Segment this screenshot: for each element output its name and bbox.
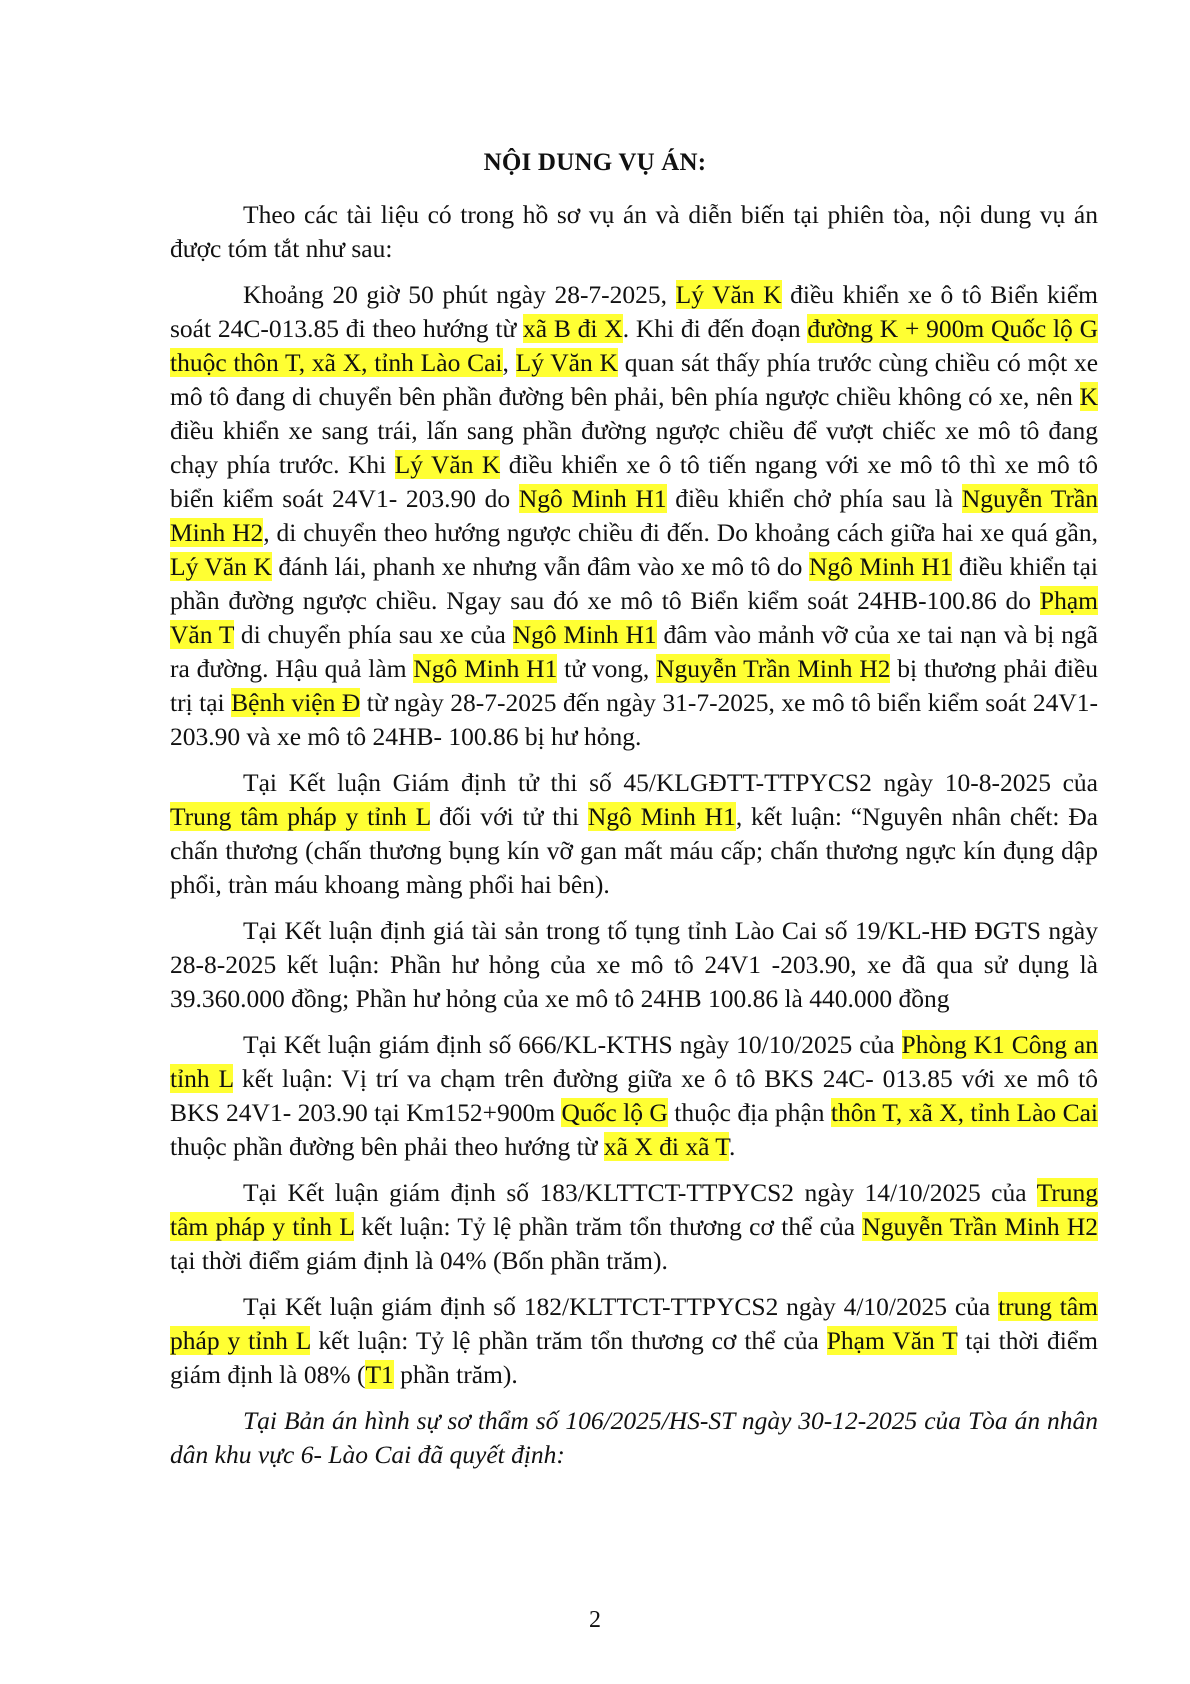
document-title: NỘI DUNG VỤ ÁN: — [483, 149, 707, 176]
highlighted-text: Ngô Minh H1 — [512, 620, 657, 649]
highlighted-text: T1 — [365, 1360, 394, 1389]
text-segment: tại thời điểm giám định là 04% (Bốn phần trăm). — [170, 1246, 668, 1275]
text-segment: di chuyển phía sau xe của — [233, 620, 513, 649]
text-segment: đâm vào mảnh vỡ của xe tai nạn và bị ngã ra đường. Hậu quả làm — [170, 620, 1098, 683]
text-segment: . — [728, 1132, 736, 1161]
page-number: 2 — [589, 1607, 601, 1633]
text-segment: kết luận: Tỷ lệ phần trăm tổn thương cơ thể của — [310, 1326, 827, 1355]
highlighted-text: Lý Văn K — [515, 348, 618, 377]
text-segment: kết luận: Vị trí va chạm trên đường giữa xe ô tô BKS 24C- 013.85 với xe mô tô BKS 24V1- 203.90 tại Km152+900m — [170, 1064, 1098, 1127]
text-segment: Tại Kết luận Giám định tử thi số 45/KLGĐTT-TTPYCS2 ngày 10-8-2025 của — [243, 768, 1098, 797]
text-segment: điều khiển chở phía sau là — [666, 484, 962, 513]
highlighted-text: Lý Văn K — [394, 450, 501, 479]
highlighted-text: Phạm Văn T — [170, 586, 1098, 649]
highlighted-text: Ngô Minh H1 — [413, 654, 558, 683]
paragraph — [170, 1404, 1098, 1472]
paragraph — [170, 198, 1098, 266]
text-segment: tử vong, — [557, 654, 657, 683]
text-segment: Tại Kết luận giám định số 666/KL-KTHS ngày 10/10/2025 của — [243, 1030, 902, 1059]
highlighted-text: Quốc lộ G — [561, 1098, 668, 1127]
text-segment: Tại Kết luận định giá tài sản trong tố tụng tỉnh Lào Cai số 19/KL-HĐ ĐGTS ngày 28-8-2025 kết luận: Phần hư hỏng của xe mô tô 24V1 -203.90, xe đã qua sử dụng là 39.360.000 đồng; Phần hư hỏng của xe mô tô 24HB 100.86 là 440.000 đồng — [170, 916, 1098, 1013]
highlighted-text: Lý Văn K — [170, 552, 272, 581]
text-segment: điều khiển xe ô tô Biển kiểm soát 24C-013.85 đi theo hướng từ — [170, 280, 1099, 343]
text-segment: , kết luận: “Nguyên nhân chết: Đa chấn thương (chấn thương bụng kín vỡ gan mất máu cấp; chấn thương ngực kín đụng dập phổi, tràn máu khoang màng phổi hai bên). — [170, 802, 1099, 899]
highlighted-text: xã X đi xã T — [603, 1132, 729, 1161]
paragraph — [170, 1290, 1098, 1392]
text-segment: điều khiển xe sang trái, lấn sang phần đường ngược chiều để vượt chiếc xe mô tô đang chạy phía trước. Khi — [170, 416, 1098, 479]
highlighted-text: Nguyễn Trần Minh H2 — [170, 484, 1099, 547]
text-segment: kết luận: Tỷ lệ phần trăm tổn thương cơ thể của — [353, 1212, 863, 1241]
paragraph — [170, 278, 1098, 754]
highlighted-text: Phạm Văn T — [826, 1326, 958, 1355]
text-segment: thuộc phần đường bên phải theo hướng từ — [170, 1132, 604, 1161]
highlighted-text: Ngô Minh H1 — [587, 802, 736, 831]
highlighted-text: Trung tâm pháp y tỉnh L — [170, 802, 431, 831]
highlighted-text: Nguyễn Trần Minh H2 — [656, 654, 891, 683]
text-segment: bị thương phải điều trị tại — [170, 654, 1099, 717]
text-segment: . Khi đi đến đoạn — [622, 314, 808, 343]
highlighted-text: đường K + 900m Quốc lộ G thuộc thôn T, xã X, tỉnh Lào Cai — [170, 314, 1098, 377]
paragraph — [170, 1176, 1098, 1278]
text-segment: Tại Kết luận giám định số 183/KLTTCT-TTPYCS2 ngày 14/10/2025 của — [243, 1178, 1037, 1207]
text-segment: Tại Kết luận giám định số 182/KLTTCT-TTPYCS2 ngày 4/10/2025 của — [243, 1292, 999, 1321]
text-segment: từ ngày 28-7-2025 đến ngày 31-7-2025, xe mô tô biển kiểm soát 24V1- 203.90 và xe mô tô 24HB- 100.86 bị hư hỏng. — [170, 688, 1098, 751]
text-segment: , di chuyển theo hướng ngược chiều đi đến. Do khoảng cách giữa hai xe quá gần, — [263, 518, 1098, 547]
paragraph — [170, 766, 1098, 902]
text-segment: điều khiển xe ô tô tiến ngang với xe mô tô thì xe mô tô biển kiểm soát 24V1- 203.90 do — [170, 450, 1099, 513]
highlighted-text: Nguyễn Trần Minh H2 — [862, 1212, 1099, 1241]
highlighted-text: Lý Văn K — [675, 280, 782, 309]
paragraph — [170, 914, 1098, 1016]
highlighted-text: trung tâm pháp y tỉnh L — [170, 1292, 1098, 1355]
highlighted-text: xã B đi X — [523, 314, 623, 343]
highlighted-text: Trung tâm pháp y tỉnh L — [170, 1178, 1098, 1241]
text-segment: , — [502, 348, 516, 377]
document-body — [170, 198, 1098, 1484]
text-segment: Tại Bản án hình sự sơ thẩm số 106/2025/HS-ST ngày 30-12-2025 của Tòa án nhân dân khu vực 6- Lào Cai đã quyết định: — [170, 1406, 1098, 1469]
highlighted-text: K — [1079, 382, 1098, 411]
highlighted-text: Ngô Minh H1 — [518, 484, 667, 513]
highlighted-text: Bệnh viện Đ — [231, 688, 361, 717]
text-segment: đánh lái, phanh xe nhưng vẫn đâm vào xe mô tô do — [271, 552, 809, 581]
highlighted-text: Phòng K1 Công an tỉnh L — [170, 1030, 1098, 1093]
highlighted-text: Ngô Minh H1 — [808, 552, 953, 581]
text-segment: quan sát thấy phía trước cùng chiều có một xe mô tô đang di chuyển bên phần đường bên phải, bên phía ngược chiều không có xe, nên — [170, 348, 1099, 411]
text-segment: đối với tử thi — [430, 802, 588, 831]
highlighted-text: thôn T, xã X, tỉnh Lào Cai — [830, 1098, 1099, 1127]
text-segment: thuộc địa phận — [667, 1098, 831, 1127]
text-segment: điều khiển tại phần đường ngược chiều. Ngay sau đó xe mô tô Biển kiểm soát 24HB-100.86 do — [170, 552, 1099, 615]
text-segment: phần trăm). — [393, 1360, 518, 1389]
text-segment: tại thời điểm giám định là 08% ( — [170, 1326, 1098, 1389]
paragraph — [170, 1028, 1098, 1164]
text-segment: Theo các tài liệu có trong hồ sơ vụ án và diễn biến tại phiên tòa, nội dung vụ án được tóm tắt như sau: — [170, 200, 1098, 263]
text-segment: Khoảng 20 giờ 50 phút ngày 28-7-2025, — [243, 280, 676, 309]
